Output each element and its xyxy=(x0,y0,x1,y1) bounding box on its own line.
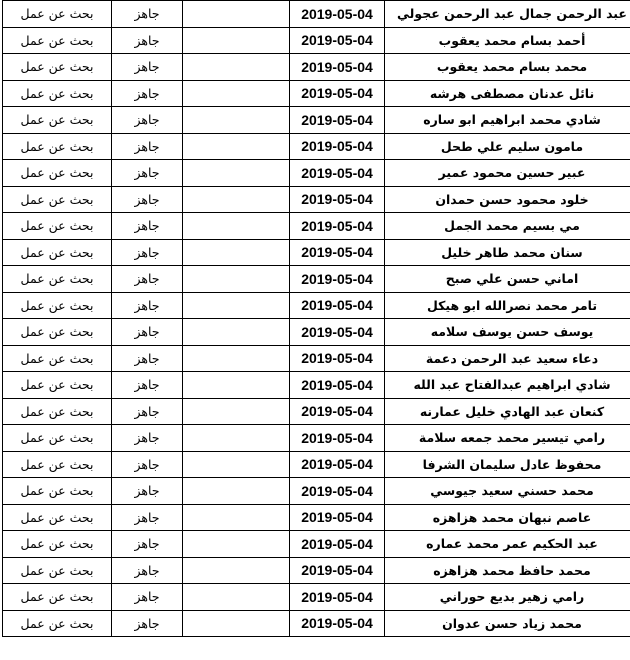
date-cell: 2019-05-04 xyxy=(290,266,385,293)
date-cell: 2019-05-04 xyxy=(290,557,385,584)
applicant-name-cell: محمد زياد حسن عدوان xyxy=(385,610,630,637)
date-cell: 2019-05-04 xyxy=(290,584,385,611)
table-row xyxy=(3,319,630,346)
applicant-name-cell: دعاء سعيد عبد الرحمن دعمة xyxy=(385,345,630,372)
status-cell: جاهز xyxy=(112,610,183,637)
applicant-name-cell: شادي ابراهيم عبدالفتاح عبد الله xyxy=(385,372,630,399)
table-row xyxy=(3,451,630,478)
status-cell: جاهز xyxy=(112,584,183,611)
table-row xyxy=(3,292,630,319)
date-cell: 2019-05-04 xyxy=(290,398,385,425)
request-type-cell: بحث عن عمل xyxy=(3,398,112,425)
applicant-name-cell: محمد حسني سعيد جيوسي xyxy=(385,478,630,505)
date-cell: 2019-05-04 xyxy=(290,213,385,240)
empty-cell xyxy=(183,478,290,505)
applicant-name-cell: عبد الرحمن جمال عبد الرحمن عجولي xyxy=(385,1,630,28)
table-row xyxy=(3,160,630,187)
request-type-cell: بحث عن عمل xyxy=(3,478,112,505)
empty-cell xyxy=(183,531,290,558)
status-cell: جاهز xyxy=(112,160,183,187)
empty-cell xyxy=(183,1,290,28)
applicant-name-cell: خلود محمود حسن حمدان xyxy=(385,186,630,213)
status-cell: جاهز xyxy=(112,213,183,240)
table-row xyxy=(3,239,630,266)
status-cell: جاهز xyxy=(112,372,183,399)
request-type-cell: بحث عن عمل xyxy=(3,557,112,584)
applicant-name-cell: أحمد بسام محمد يعقوب xyxy=(385,27,630,54)
table-row xyxy=(3,27,630,54)
date-cell: 2019-05-04 xyxy=(290,80,385,107)
status-cell: جاهز xyxy=(112,186,183,213)
request-type-cell: بحث عن عمل xyxy=(3,80,112,107)
applicant-name-cell: كنعان عبد الهادي خليل عمارنه xyxy=(385,398,630,425)
applicant-name-cell: عاصم نبهان محمد هزاهزه xyxy=(385,504,630,531)
status-cell: جاهز xyxy=(112,557,183,584)
applicant-name-cell: مامون سليم علي طحل xyxy=(385,133,630,160)
applicant-name-cell: اماني حسن علي صبح xyxy=(385,266,630,293)
table-row xyxy=(3,1,630,28)
applicant-name-cell: سنان محمد طاهر خليل xyxy=(385,239,630,266)
date-cell: 2019-05-04 xyxy=(290,1,385,28)
status-cell: جاهز xyxy=(112,292,183,319)
status-cell: جاهز xyxy=(112,1,183,28)
request-type-cell: بحث عن عمل xyxy=(3,239,112,266)
request-type-cell: بحث عن عمل xyxy=(3,1,112,28)
table-row xyxy=(3,478,630,505)
status-cell: جاهز xyxy=(112,504,183,531)
applicant-name-cell: رامي زهير بديع حوراني xyxy=(385,584,630,611)
empty-cell xyxy=(183,425,290,452)
request-type-cell: بحث عن عمل xyxy=(3,213,112,240)
request-type-cell: بحث عن عمل xyxy=(3,186,112,213)
applicant-name-cell: تامر محمد نصرالله ابو هيكل xyxy=(385,292,630,319)
date-cell: 2019-05-04 xyxy=(290,531,385,558)
empty-cell xyxy=(183,27,290,54)
table-row xyxy=(3,557,630,584)
date-cell: 2019-05-04 xyxy=(290,372,385,399)
status-cell: جاهز xyxy=(112,531,183,558)
request-type-cell: بحث عن عمل xyxy=(3,319,112,346)
request-type-cell: بحث عن عمل xyxy=(3,133,112,160)
date-cell: 2019-05-04 xyxy=(290,133,385,160)
empty-cell xyxy=(183,213,290,240)
empty-cell xyxy=(183,610,290,637)
date-cell: 2019-05-04 xyxy=(290,239,385,266)
table-row xyxy=(3,584,630,611)
empty-cell xyxy=(183,557,290,584)
status-cell: جاهز xyxy=(112,239,183,266)
table-row xyxy=(3,504,630,531)
table-row xyxy=(3,107,630,134)
empty-cell xyxy=(183,54,290,81)
applicant-name-cell: محمد بسام محمد يعقوب xyxy=(385,54,630,81)
applicant-name-cell: محمد حافظ محمد هزاهزه xyxy=(385,557,630,584)
date-cell: 2019-05-04 xyxy=(290,292,385,319)
status-cell: جاهز xyxy=(112,54,183,81)
status-cell: جاهز xyxy=(112,425,183,452)
status-cell: جاهز xyxy=(112,266,183,293)
empty-cell xyxy=(183,160,290,187)
request-type-cell: بحث عن عمل xyxy=(3,266,112,293)
table-row xyxy=(3,186,630,213)
request-type-cell: بحث عن عمل xyxy=(3,292,112,319)
applicant-name-cell: نائل عدنان مصطفى هرشه xyxy=(385,80,630,107)
table-body xyxy=(3,1,630,637)
date-cell: 2019-05-04 xyxy=(290,504,385,531)
empty-cell xyxy=(183,398,290,425)
empty-cell xyxy=(183,266,290,293)
request-type-cell: بحث عن عمل xyxy=(3,345,112,372)
request-type-cell: بحث عن عمل xyxy=(3,531,112,558)
request-type-cell: بحث عن عمل xyxy=(3,451,112,478)
status-cell: جاهز xyxy=(112,345,183,372)
table-row xyxy=(3,425,630,452)
applicant-name-cell: يوسف حسن يوسف سلامه xyxy=(385,319,630,346)
status-cell: جاهز xyxy=(112,478,183,505)
date-cell: 2019-05-04 xyxy=(290,345,385,372)
request-type-cell: بحث عن عمل xyxy=(3,160,112,187)
applicant-name-cell: رامي تيسير محمد جمعه سلامة xyxy=(385,425,630,452)
table-row xyxy=(3,133,630,160)
applicant-name-cell: شادي محمد ابراهيم ابو ساره xyxy=(385,107,630,134)
request-type-cell: بحث عن عمل xyxy=(3,27,112,54)
date-cell: 2019-05-04 xyxy=(290,160,385,187)
table-row xyxy=(3,54,630,81)
date-cell: 2019-05-04 xyxy=(290,610,385,637)
applicants-table xyxy=(2,0,630,637)
applicant-name-cell: عبد الحكيم عمر محمد عماره xyxy=(385,531,630,558)
date-cell: 2019-05-04 xyxy=(290,107,385,134)
table-row xyxy=(3,398,630,425)
empty-cell xyxy=(183,372,290,399)
request-type-cell: بحث عن عمل xyxy=(3,107,112,134)
empty-cell xyxy=(183,107,290,134)
status-cell: جاهز xyxy=(112,107,183,134)
table-row xyxy=(3,213,630,240)
applicant-name-cell: عبير حسين محمود عمير xyxy=(385,160,630,187)
status-cell: جاهز xyxy=(112,133,183,160)
date-cell: 2019-05-04 xyxy=(290,54,385,81)
table-row xyxy=(3,372,630,399)
empty-cell xyxy=(183,133,290,160)
request-type-cell: بحث عن عمل xyxy=(3,584,112,611)
empty-cell xyxy=(183,584,290,611)
table-row xyxy=(3,610,630,637)
table-row xyxy=(3,266,630,293)
status-cell: جاهز xyxy=(112,319,183,346)
status-cell: جاهز xyxy=(112,80,183,107)
applicant-name-cell: مي بسيم محمد الجمل xyxy=(385,213,630,240)
empty-cell xyxy=(183,80,290,107)
request-type-cell: بحث عن عمل xyxy=(3,54,112,81)
empty-cell xyxy=(183,451,290,478)
status-cell: جاهز xyxy=(112,451,183,478)
empty-cell xyxy=(183,292,290,319)
date-cell: 2019-05-04 xyxy=(290,186,385,213)
empty-cell xyxy=(183,319,290,346)
empty-cell xyxy=(183,186,290,213)
request-type-cell: بحث عن عمل xyxy=(3,425,112,452)
date-cell: 2019-05-04 xyxy=(290,478,385,505)
date-cell: 2019-05-04 xyxy=(290,451,385,478)
table-row xyxy=(3,345,630,372)
empty-cell xyxy=(183,239,290,266)
status-cell: جاهز xyxy=(112,398,183,425)
table-row xyxy=(3,80,630,107)
empty-cell xyxy=(183,345,290,372)
request-type-cell: بحث عن عمل xyxy=(3,504,112,531)
status-cell: جاهز xyxy=(112,27,183,54)
table-row xyxy=(3,531,630,558)
date-cell: 2019-05-04 xyxy=(290,425,385,452)
date-cell: 2019-05-04 xyxy=(290,27,385,54)
empty-cell xyxy=(183,504,290,531)
request-type-cell: بحث عن عمل xyxy=(3,372,112,399)
date-cell: 2019-05-04 xyxy=(290,319,385,346)
applicant-name-cell: محفوظ عادل سليمان الشرفا xyxy=(385,451,630,478)
request-type-cell: بحث عن عمل xyxy=(3,610,112,637)
